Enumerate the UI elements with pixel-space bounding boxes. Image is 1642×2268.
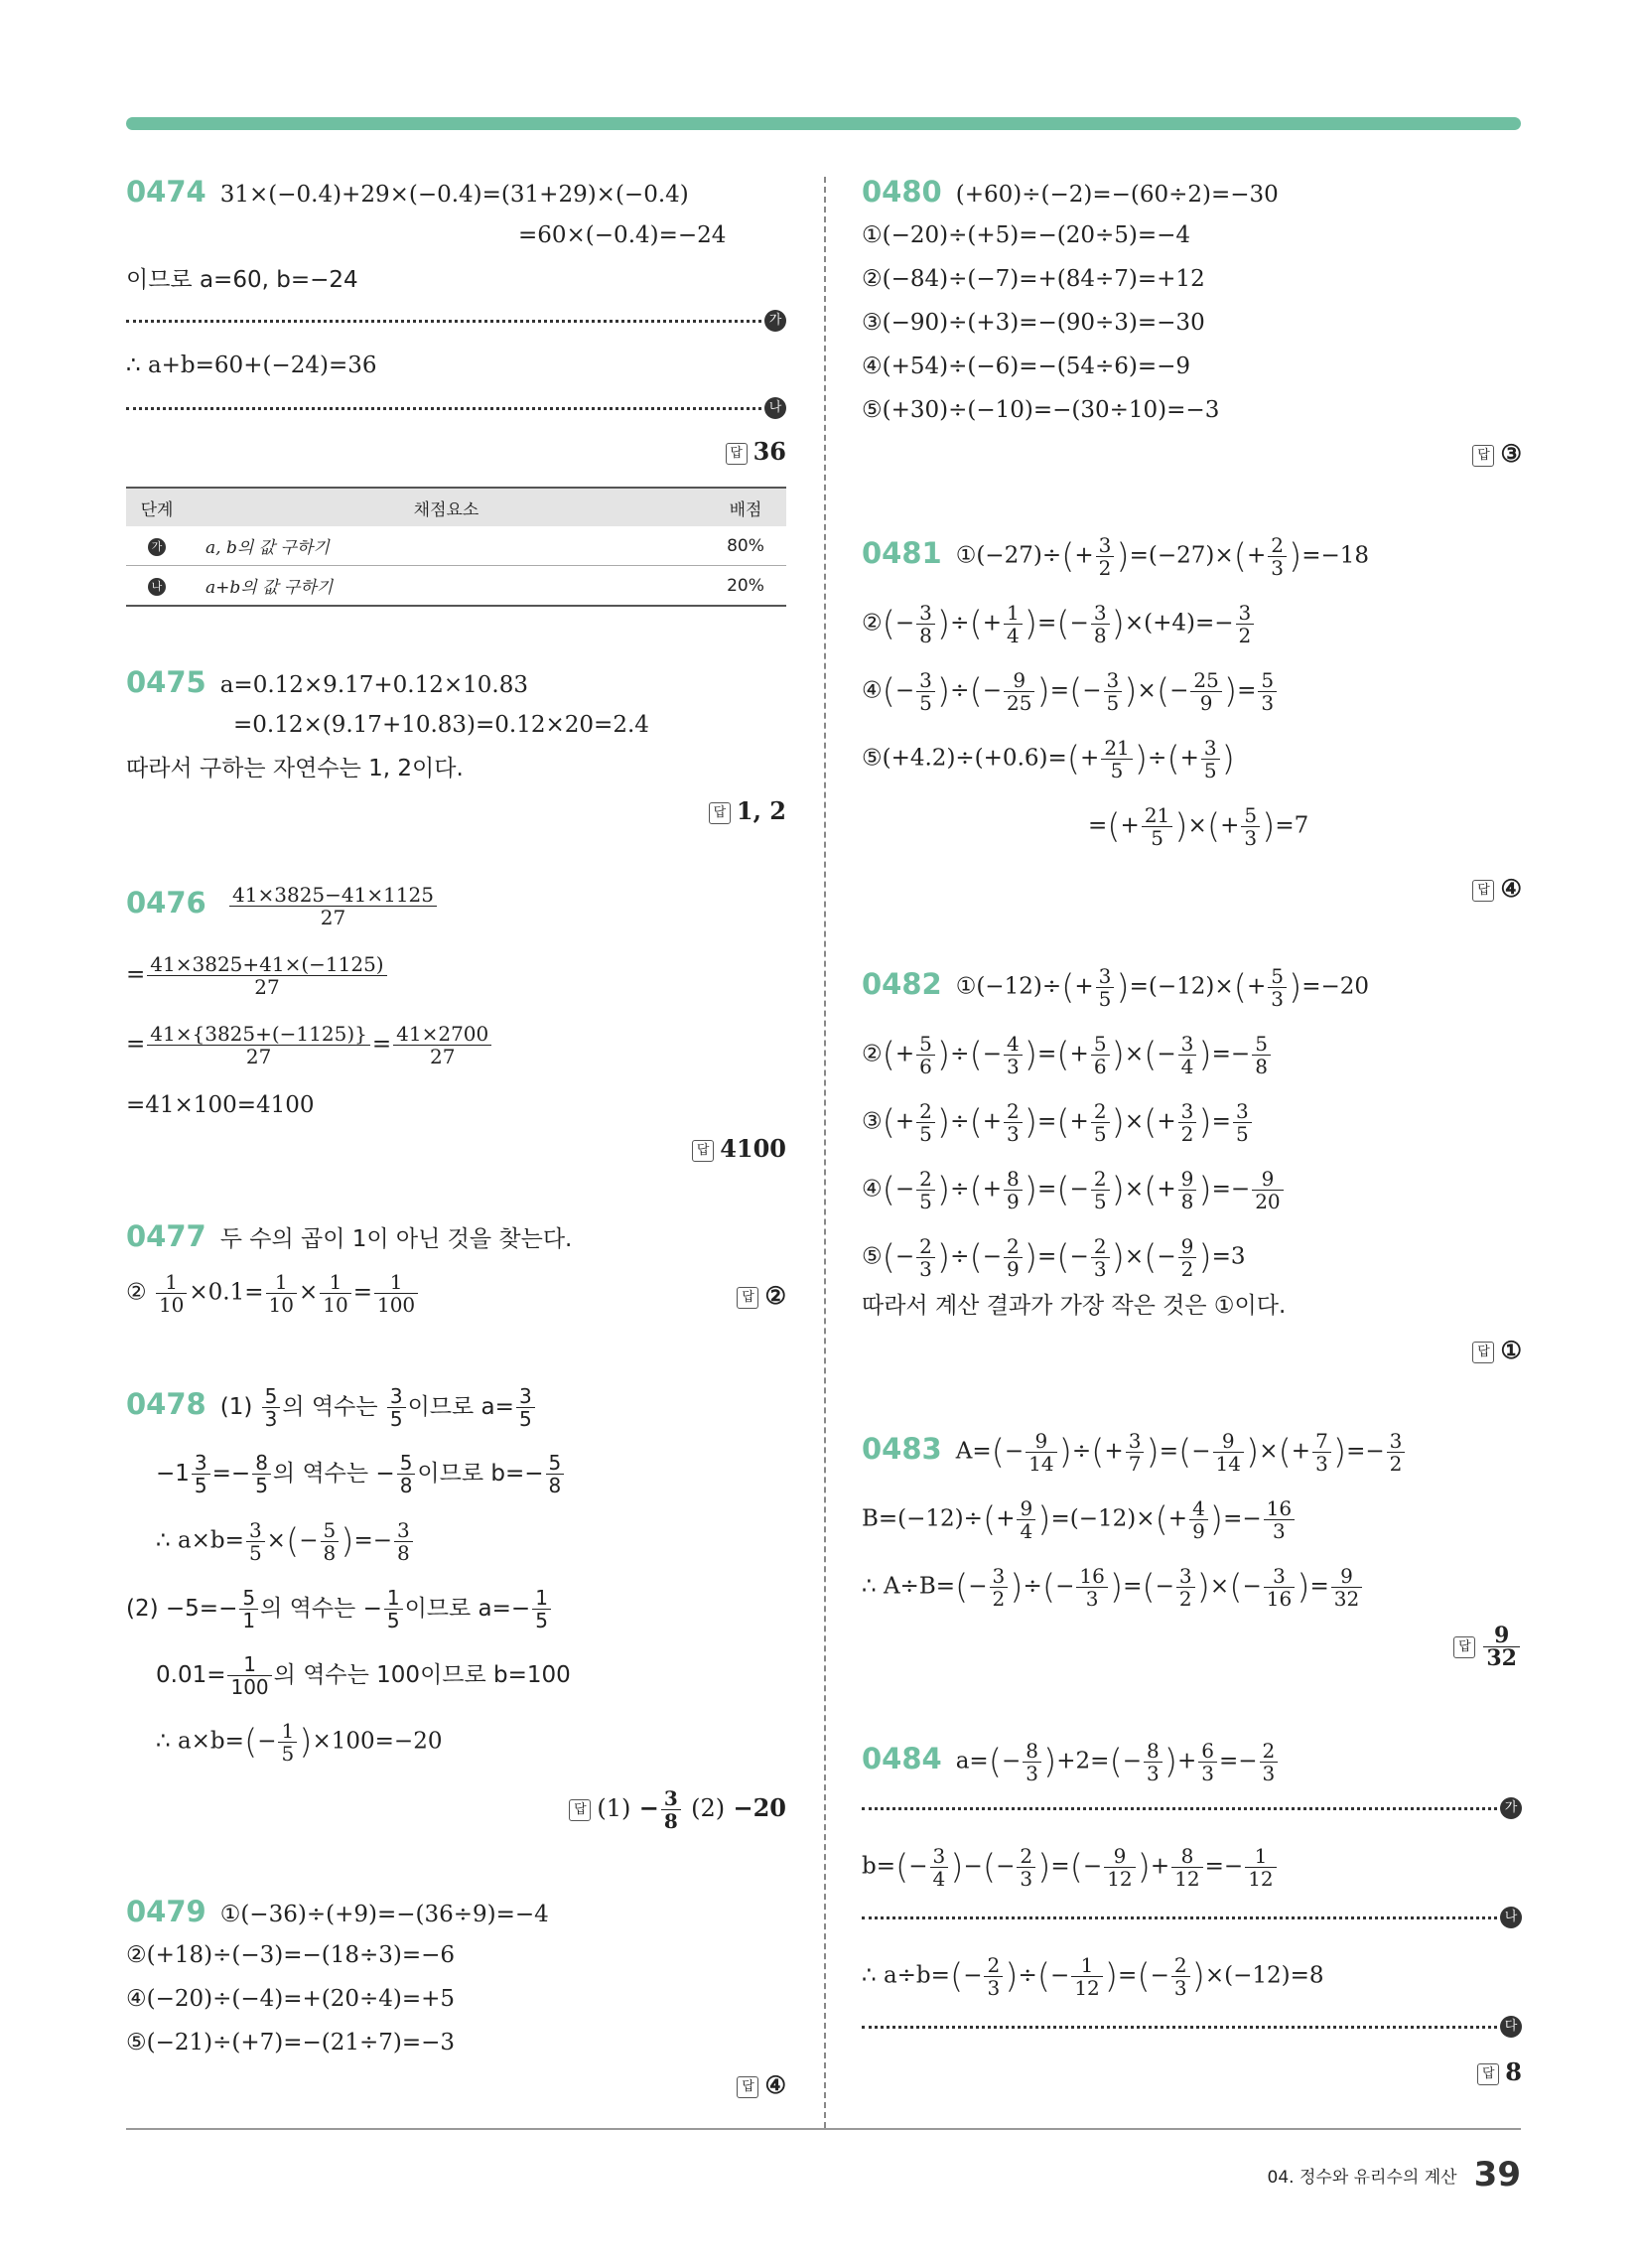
problem-0480-line6: ⑤(+30)÷(−10)=−(30÷10)=−3 — [862, 397, 1220, 423]
dotted-separator — [126, 407, 761, 410]
answer-0474: 답 36 — [726, 437, 786, 466]
chapter-title: 04. 정수와 유리수의 계산 — [1267, 2167, 1457, 2188]
bottom-rule — [126, 2128, 1521, 2130]
answer-icon: 답 — [1472, 880, 1494, 902]
problem-0478-line2: −1 $\frac{3}{5}$ =− $\frac{8}{5}$ 의 역수는 − $\frac{5}{8}$ 이므로 b=− $\frac{5}{8}$ — [156, 1452, 566, 1496]
page-number: 39 — [1473, 2155, 1521, 2195]
problem-0481-line1: 0481 ①(−27)÷(+ $\frac{3}{2}$ )=(−27)×(+ $\frac{2}{3}$ )=−18 — [862, 533, 1370, 580]
problem-0479-line3: ④(−20)÷(−4)=+(20÷4)=+5 — [126, 1986, 456, 2012]
problem-0482-line1: 0482 ①(−12)÷(+ $\frac{3}{5}$ )=(−12)×(+ $\frac{5}{3}$ )=−20 — [862, 964, 1370, 1011]
column-divider — [824, 177, 826, 2128]
fraction: $\frac{1}{100}$ — [374, 1271, 418, 1316]
problem-0480-line5: ④(+54)÷(−6)=−(54÷6)=−9 — [862, 354, 1191, 379]
problem-0480-line2: ①(−20)÷(+5)=−(20÷5)=−4 — [862, 222, 1191, 248]
problem-0482-line6: 따라서 계산 결과가 가장 작은 것은 ①이다. — [862, 1293, 1287, 1319]
problem-0479-line4: ⑤(−21)÷(+7)=−(21÷7)=−3 — [126, 2030, 456, 2055]
table-header: 채점요소 — [188, 488, 705, 526]
answer-0477: 답 ② — [737, 1281, 786, 1310]
step-marker-na: 나 — [1500, 1907, 1522, 1928]
dotted-separator — [126, 320, 761, 323]
problem-0481-line2: ②(− $\frac{3}{8}$ )÷(+ $\frac{1}{4}$ )=(− $\frac{3}{8}$ )×(+4)=− $\frac{3}{2}$ — [862, 602, 1256, 646]
problem-0484-line1: 0484 a=(− $\frac{8}{3}$ )+2=(− $\frac{8}{3}$ )+ $\frac{6}{3}$ =− $\frac{2}{3}$ — [862, 1740, 1280, 1784]
problem-0476-line4: =41×100=4100 — [126, 1092, 315, 1118]
answer-icon: 답 — [709, 802, 731, 824]
problem-0477-line2: ② $\frac{1}{10}$ ×0.1= $\frac{1}{10}$ × $\frac{1}{10}$ = $\frac{1}{100}$ — [126, 1271, 420, 1316]
problem-0482-line4: ④(− $\frac{2}{5}$ )÷(+ $\frac{8}{9}$ )=(− $\frac{2}{5}$ )×(+ $\frac{9}{8}$ )=− $\frac{9}{20}$ — [862, 1168, 1286, 1212]
problem-0481-line5: =(+ $\frac{21}{5}$ )×(+ $\frac{5}{3}$ )=7 — [1088, 803, 1309, 850]
table-row — [126, 566, 786, 607]
table-header-row — [126, 488, 786, 526]
problem-0474-line1: 0474 31×(−0.4)+29×(−0.4)=(31+29)×(−0.4) — [126, 175, 689, 209]
answer-0484: 답 8 — [1477, 2057, 1522, 2086]
problem-0483-line3: ∴ A÷B=(− $\frac{3}{2}$ )÷(− $\frac{16}{3}$ )=(− $\frac{3}{2}$ )×(− $\frac{3}{16}$ )= $\frac{9}{32}$ — [862, 1565, 1364, 1610]
problem-0478-line4: (2) −5=− $\frac{5}{1}$ 의 역수는 − $\frac{1}{5}$ 이므로 a=− $\frac{1}{5}$ — [126, 1587, 553, 1631]
problem-0476-line3: = $\frac{41\times\{3825+(-1125)\}}{27}$ = $\frac{41\times 2700}{27}$ — [126, 1023, 493, 1067]
problem-0475-line3: 따라서 구하는 자연수는 1, 2이다. — [126, 756, 464, 781]
page-footer — [1268, 2155, 1521, 2195]
problem-0475-line2: =0.12×(9.17+10.83)=0.12×20=2.4 — [233, 712, 649, 738]
answer-0476: 답 4100 — [692, 1134, 786, 1163]
table-cell-item: a, b의 값 구하기 — [188, 526, 705, 566]
step-marker-na: 나 — [764, 397, 786, 419]
dotted-separator — [862, 2026, 1497, 2029]
dotted-separator — [862, 1807, 1497, 1810]
answer-0481: 답 ④ — [1472, 874, 1522, 903]
table-row — [126, 526, 786, 566]
problem-0474-line2: =60×(−0.4)=−24 — [518, 222, 727, 248]
step-marker-ga: 가 — [764, 310, 786, 332]
answer-0478: 답 (1) − $\frac{3}{8}$ (2) −20 — [569, 1787, 786, 1832]
table-cell-score: 20% — [705, 566, 786, 607]
problem-0478-line6: ∴ a×b=(− $\frac{1}{5}$ )×100=−20 — [156, 1719, 443, 1766]
problem-0476-line2: = $\frac{41\times 3825+41\times(-1125)}{27}$ — [126, 953, 389, 998]
answer-icon: 답 — [737, 2076, 758, 2098]
fraction: $\frac{1}{10}$ — [320, 1271, 350, 1316]
problem-0480-line4: ③(−90)÷(+3)=−(90÷3)=−30 — [862, 310, 1205, 336]
step-marker-ga: 가 — [1500, 1797, 1522, 1819]
right-column — [862, 0, 1522, 2125]
fraction: $\frac{1}{10}$ — [156, 1271, 187, 1316]
dotted-separator — [862, 1916, 1497, 1919]
problem-0477-line1: 0477 두 수의 곱이 1이 아닌 것을 찾는다. — [126, 1219, 573, 1253]
fraction: $\frac{41\times 3825-41\times 1125}{27}$ — [229, 884, 437, 928]
problem-0481-line3: ④(− $\frac{3}{5}$ )÷(− $\frac{9}{25}$ )=(− $\frac{3}{5}$ )×(− $\frac{25}{9}$ )= $\frac{5}{3}$ — [862, 669, 1279, 714]
problem-0482-line3: ③(+ $\frac{2}{5}$ )÷(+ $\frac{2}{3}$ )=(+ $\frac{2}{5}$ )×(+ $\frac{3}{2}$ )= $\frac{3}{5}$ — [862, 1100, 1254, 1145]
table-cell-step: 가 — [126, 526, 188, 566]
answer-icon: 답 — [692, 1140, 714, 1162]
answer-0483: 답 $\frac{9}{32}$ — [1453, 1625, 1522, 1669]
problem-0476-line1: 0476 $\frac{41\times 3825-41\times 1125}{27}$ — [126, 884, 439, 928]
answer-0479: 답 ④ — [737, 2070, 786, 2099]
problem-0480-line3: ②(−84)÷(−7)=+(84÷7)=+12 — [862, 266, 1205, 292]
problem-0483-line2: B=(−12)÷(+ $\frac{9}{4}$ )=(−12)×(+ $\frac{4}{9}$ )=− $\frac{16}{3}$ — [862, 1497, 1297, 1542]
answer-icon: 답 — [569, 1799, 591, 1821]
problem-0480-line1: 0480 (+60)÷(−2)=−(60÷2)=−30 — [862, 175, 1279, 209]
problem-0479-line1: 0479 ①(−36)÷(+9)=−(36÷9)=−4 — [126, 1895, 549, 1928]
problem-0474-line3: 이므로 a=60, b=−24 — [126, 267, 358, 293]
table-cell-score: 80% — [705, 526, 786, 566]
table-header: 단계 — [126, 488, 188, 526]
table-cell-step: 나 — [126, 566, 188, 607]
step-marker-da: 다 — [1500, 2016, 1522, 2038]
fraction: $\frac{41\times 3825+41\times(-1125)}{27}$ — [147, 953, 386, 998]
problem-0482-line5: ⑤(− $\frac{2}{3}$ )÷(− $\frac{2}{9}$ )=(− $\frac{2}{3}$ )×(− $\frac{9}{2}$ )=3 — [862, 1234, 1246, 1281]
fraction: $\frac{1}{10}$ — [266, 1271, 297, 1316]
fraction: $\frac{41\times 2700}{27}$ — [393, 1023, 491, 1067]
answer-icon: 답 — [1453, 1636, 1475, 1658]
problem-0484-line3: ∴ a÷b=(− $\frac{2}{3}$ )÷(− $\frac{1}{12}$ )=(− $\frac{2}{3}$ )×(−12)=8 — [862, 1953, 1324, 2000]
problem-0478-line5: 0.01= $\frac{1}{100}$ 의 역수는 100이므로 b=100 — [156, 1652, 571, 1699]
problem-0483-line1: 0483 A=(− $\frac{9}{14}$ )÷(+ $\frac{3}{7}$ )=(− $\frac{9}{14}$ )×(+ $\frac{7}{3}$ )=− $\frac{3}{2}$ — [862, 1430, 1407, 1475]
answer-icon: 답 — [1472, 1342, 1494, 1363]
answer-icon: 답 — [726, 443, 748, 465]
problem-0478-line3: ∴ a×b= $\frac{3}{5}$ ×(− $\frac{5}{8}$ )=− $\frac{3}{8}$ — [156, 1519, 415, 1564]
answer-0475: 답 1, 2 — [709, 796, 786, 825]
problem-0478-line1: 0478 (1) $\frac{5}{3}$ 의 역수는 $\frac{3}{5}$ 이므로 a= $\frac{3}{5}$ — [126, 1385, 537, 1430]
problem-0475-line1: 0475 a=0.12×9.17+0.12×10.83 — [126, 665, 528, 699]
table-header: 배점 — [705, 488, 786, 526]
table-cell-item: a+b의 값 구하기 — [188, 566, 705, 607]
answer-icon: 답 — [1472, 445, 1494, 467]
fraction: $\frac{41\times\{3825+(-1125)\}}{27}$ — [147, 1023, 370, 1067]
answer-0482: 답 ① — [1472, 1336, 1522, 1364]
answer-0480: 답 ③ — [1472, 439, 1522, 468]
answer-icon: 답 — [1477, 2063, 1499, 2085]
problem-0484-line2: b=(− $\frac{3}{4}$ )−(− $\frac{2}{3}$ )=(− $\frac{9}{12}$ )+ $\frac{8}{12}$ =− $\frac{1}{12}$ — [862, 1845, 1279, 1890]
problem-0474-line4: ∴ a+b=60+(−24)=36 — [126, 353, 377, 378]
problem-0481-line4: ⑤(+4.2)÷(+0.6)=(+ $\frac{21}{5}$ )÷(+ $\frac{3}{5}$ ) — [862, 736, 1235, 782]
answer-icon: 답 — [737, 1287, 758, 1309]
problem-0482-line2: ②(+ $\frac{5}{6}$ )÷(− $\frac{4}{3}$ )=(+ $\frac{5}{6}$ )×(− $\frac{3}{4}$ )=− $\frac{5}{8}$ — [862, 1033, 1273, 1077]
left-column — [126, 0, 786, 2125]
scoring-table — [126, 487, 786, 607]
problem-0479-line2: ②(+18)÷(−3)=−(18÷3)=−6 — [126, 1942, 456, 1968]
